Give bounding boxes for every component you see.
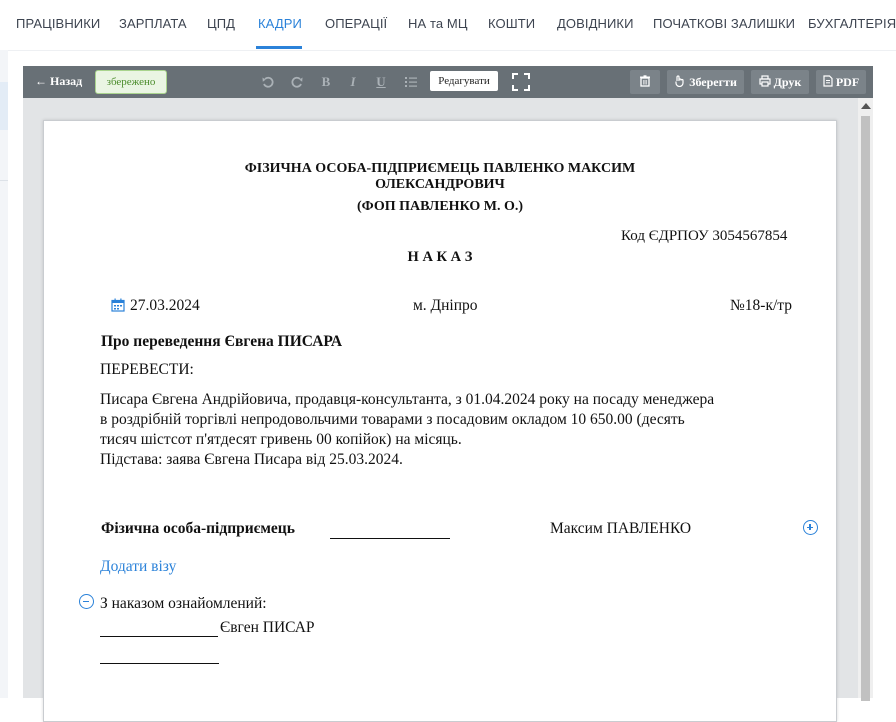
underline-icon[interactable]: U (376, 74, 386, 89)
edrpou-code: Код ЄДРПОУ 3054567854 (621, 228, 788, 244)
employee-name: Євген ПИСАР (220, 619, 315, 636)
nav-item-employees[interactable]: ПРАЦІВНИКИ (16, 16, 101, 31)
back-button[interactable]: ← Назад (35, 74, 83, 88)
redo-icon[interactable] (287, 72, 307, 92)
employee-signature-line (100, 636, 218, 637)
org-name-line1: ФІЗИЧНА ОСОБА-ПІДПРИЄМЕЦЬ ПАВЛЕНКО МАКСИМ (244, 161, 636, 176)
add-circle-icon[interactable] (803, 520, 818, 535)
order-basis: Підстава: заява Євгена Писара від 25.03.2024. (100, 451, 403, 468)
list-icon[interactable] (401, 72, 421, 92)
nav-item-directories[interactable]: ДОВІДНИКИ (557, 16, 634, 31)
org-name-line2: ОЛЕКСАНДРОВИЧ (375, 177, 505, 192)
signer-name: Максим ПАВЛЕНКО (550, 520, 692, 537)
active-tab-indicator (256, 46, 302, 49)
date-signature-line (100, 663, 219, 664)
order-city: м. Дніпро (413, 297, 478, 314)
delete-button[interactable] (630, 70, 660, 94)
vertical-scrollbar[interactable] (858, 98, 873, 698)
signer-title: Фізична особа-підприємець (101, 520, 295, 537)
scroll-up-icon[interactable] (861, 103, 871, 109)
pdf-label: PDF (835, 75, 860, 89)
left-panel-highlight (0, 82, 8, 130)
nav-item-funds[interactable]: КОШТИ (488, 16, 536, 31)
acquainted-label: З наказом ознайомлений: (100, 595, 267, 612)
nav-item-hr[interactable]: КАДРИ (258, 16, 302, 31)
nav-item-assets[interactable]: НА та МЦ (408, 16, 468, 31)
print-icon (759, 75, 774, 89)
print-button[interactable] (751, 70, 809, 94)
save-icon (674, 75, 689, 89)
document-page (43, 120, 837, 722)
order-subject: Про переведення Євгена ПИСАРА (101, 333, 343, 350)
nav-item-operations[interactable]: ОПЕРАЦІЇ (325, 16, 388, 31)
trash-icon (639, 75, 651, 89)
nav-item-accounting[interactable]: БУХГАЛТЕРІЯ (808, 16, 896, 31)
left-panel-divider (0, 180, 8, 181)
order-number: №18-к/тр (730, 297, 792, 314)
scrollbar-thumb[interactable] (861, 116, 870, 701)
order-action: ПЕРЕВЕСТИ: (100, 361, 194, 378)
edit-button[interactable]: Редагувати (430, 71, 498, 91)
pdf-button[interactable] (816, 70, 866, 94)
fullscreen-icon[interactable] (510, 71, 532, 93)
remove-circle-icon[interactable] (79, 594, 94, 609)
saved-status-badge: збережено (95, 70, 167, 94)
order-body-line: в роздрібній торгівлі непродовольчими товарами з посадовим окладом 10 650.00 (десять (100, 411, 685, 428)
undo-icon[interactable] (258, 72, 278, 92)
order-title: Н А К А З (407, 249, 473, 265)
calendar-icon[interactable] (111, 298, 125, 317)
nav-item-salary[interactable]: ЗАРПЛАТА (119, 16, 187, 31)
order-body-line: Писара Євгена Андрійовича, продавця-консультанта, з 01.04.2024 року на посаду менеджера (100, 391, 715, 408)
org-short-name: (ФОП ПАВЛЕНКО М. О.) (356, 199, 524, 214)
bold-icon[interactable]: B (321, 74, 331, 89)
nav-item-opening-balances[interactable]: ПОЧАТКОВІ ЗАЛИШКИ (653, 16, 796, 31)
editor-toolbar (23, 66, 873, 98)
print-label: Друк (773, 75, 802, 89)
italic-icon[interactable]: I (350, 74, 356, 89)
save-button[interactable] (667, 70, 744, 94)
pdf-icon (823, 75, 836, 89)
order-body-line: тисяч шістсот п'ятдесят гривень 00 копійок) на місяць. (100, 431, 462, 448)
signature-line (330, 538, 450, 539)
order-date[interactable]: 27.03.2024 (130, 297, 200, 314)
add-visa-link[interactable]: Додати візу (100, 558, 177, 575)
left-panel-edge (0, 50, 8, 698)
top-navigation (0, 0, 896, 51)
save-label: Зберегти (689, 75, 737, 89)
nav-item-cpd[interactable]: ЦПД (207, 16, 236, 31)
